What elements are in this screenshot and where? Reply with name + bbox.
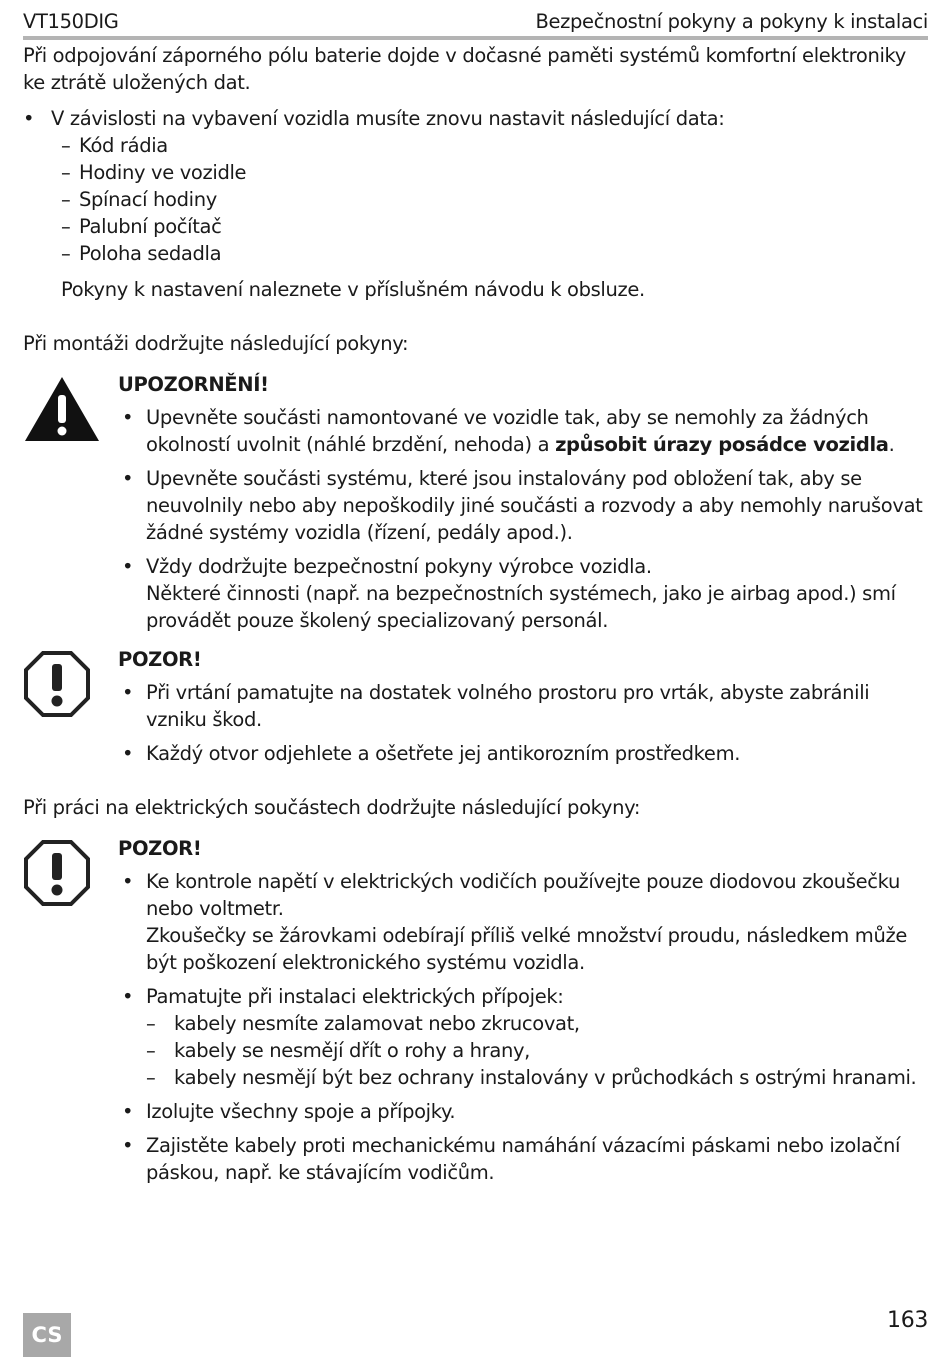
bullet-mark: • — [122, 1100, 134, 1123]
list-item — [118, 404, 928, 458]
list-item — [118, 553, 928, 634]
bullet-mark: • — [122, 467, 134, 490]
dash-mark: – — [146, 1039, 156, 1062]
list-item — [146, 1037, 928, 1064]
list-item — [51, 240, 928, 267]
list-item — [51, 186, 928, 213]
caution-octagon-icon — [23, 839, 91, 907]
reset-item: Palubní počítač — [79, 215, 222, 238]
bullet-mark: • — [122, 681, 134, 704]
warning-bullet-1 — [146, 404, 928, 458]
warning-bullet-1-text: Upevněte součásti namontované ve vozidle tak, aby se nemohly za žádných okolností uvolnit (náhlé brzdění, nehoda) a — [146, 406, 869, 456]
page-number: 163 — [887, 1308, 928, 1333]
list-item — [146, 1064, 928, 1091]
cable-rule: kabely nesmíte zalamovat nebo zkrucovat, — [174, 1012, 580, 1035]
list-item — [118, 740, 928, 767]
caution-title: POZOR! — [118, 648, 202, 671]
reset-bullet-text: V závislosti na vybavení vozidla musíte znovu nastavit následující data: — [51, 107, 725, 130]
caution-drilling-bullet-1: Při vrtání pamatujte na dostatek volného prostoru pro vrták, abyste zabránili vzniku škod. — [146, 681, 870, 731]
dash-mark: – — [61, 161, 71, 184]
dash-mark: – — [61, 215, 71, 238]
caution-title: POZOR! — [118, 837, 202, 860]
warning-bullet-3-line-2: Některé činnosti (např. na bezpečnostních systémech, jako je airbag apod.) smí provádět pouze školený specializovaný personál. — [146, 582, 896, 632]
reset-item: Spínací hodiny — [79, 188, 217, 211]
warning-box — [23, 371, 928, 634]
list-item — [146, 1010, 928, 1037]
list-item — [51, 159, 928, 186]
list-item — [118, 983, 928, 1091]
bullet-mark: • — [122, 870, 134, 893]
caution-electric-bullet-2: Pamatujte při instalaci elektrických přípojek: — [146, 985, 564, 1008]
caution-box-electric — [23, 835, 928, 1186]
reset-note: Pokyny k nastavení naleznete v příslušném návodu k obsluze. — [61, 278, 645, 301]
reset-item: Poloha sedadla — [79, 242, 222, 265]
caution-electric-bullet-1-line-1: Ke kontrole napětí v elektrických vodičích používejte pouze diodovou zkoušečku nebo voltmetr. — [146, 870, 900, 920]
header-model: VT150DIG — [23, 10, 119, 33]
bullet-mark: • — [23, 107, 35, 130]
dash-mark: – — [146, 1066, 156, 1089]
caution-box-drilling — [23, 646, 928, 767]
cable-rule: kabely nesmějí být bez ochrany instalovány v průchodkách s ostrými hranami. — [174, 1066, 917, 1089]
dash-mark: – — [61, 242, 71, 265]
page-content — [23, 42, 928, 1186]
list-item — [118, 679, 928, 733]
list-item — [51, 132, 928, 159]
caution-electric-bullet-4: Zajistěte kabely proti mechanickému namáhání vázacími páskami nebo izolační páskou, např. ke stávajícím vodičům. — [146, 1134, 901, 1184]
warning-bullet-1-emphasis: způsobit úrazy posádce vozidla — [555, 433, 889, 456]
caution-electric-bullet-1-line-2: Zkoušečky se žárovkami odebírají příliš velké množství proudu, následkem může být poškození elektronického systému vozidla. — [146, 924, 907, 974]
electric-lead: Při práci na elektrických součástech dodržujte následující pokyny: — [23, 796, 641, 819]
list-item — [51, 213, 928, 240]
header-section-title: Bezpečnostní pokyny a pokyny k instalaci — [535, 10, 928, 33]
reset-item: Hodiny ve vozidle — [79, 161, 247, 184]
list-item — [118, 868, 928, 976]
warning-bullet-1-end: . — [888, 433, 895, 456]
bullet-mark: • — [122, 1134, 134, 1157]
dash-mark: – — [61, 188, 71, 211]
warning-bullet-3-line-1: Vždy dodržujte bezpečnostní pokyny výrobce vozidla. — [146, 555, 652, 578]
reset-item: Kód rádia — [79, 134, 168, 157]
mount-lead: Při montáži dodržujte následující pokyny: — [23, 332, 409, 355]
bullet-mark: • — [122, 985, 134, 1008]
caution-drilling-bullet-2: Každý otvor odjehlete a ošetřete jej antikorozním prostředkem. — [146, 742, 741, 765]
bullet-mark: • — [122, 742, 134, 765]
list-item — [118, 1098, 928, 1125]
warning-bullet-2: Upevněte součásti systému, které jsou instalovány pod obložení tak, aby se neuvolnily nebo aby nepoškodily jiné součásti a rozvody a aby nemohly narušovat žádné systémy vozidla (řízení, pedály apod.). — [146, 467, 923, 544]
caution-octagon-icon — [23, 650, 91, 718]
language-badge: CS — [23, 1313, 71, 1357]
dash-mark: – — [61, 134, 71, 157]
reset-bullet — [23, 105, 928, 303]
intro-paragraph: Při odpojování záporného pólu baterie dojde v dočasné paměti systémů komfortní elektroniky ke ztrátě uložených dat. — [23, 44, 906, 94]
list-item — [118, 1132, 928, 1186]
warning-title: UPOZORNĚNÍ! — [118, 373, 269, 396]
page-header — [23, 6, 928, 40]
warning-triangle-icon — [23, 375, 101, 443]
list-item — [118, 465, 928, 546]
bullet-mark: • — [122, 555, 134, 578]
dash-mark: – — [146, 1012, 156, 1035]
bullet-mark: • — [122, 406, 134, 429]
caution-electric-bullet-3: Izolujte všechny spoje a přípojky. — [146, 1100, 456, 1123]
cable-rule: kabely se nesmějí dřít o rohy a hrany, — [174, 1039, 531, 1062]
